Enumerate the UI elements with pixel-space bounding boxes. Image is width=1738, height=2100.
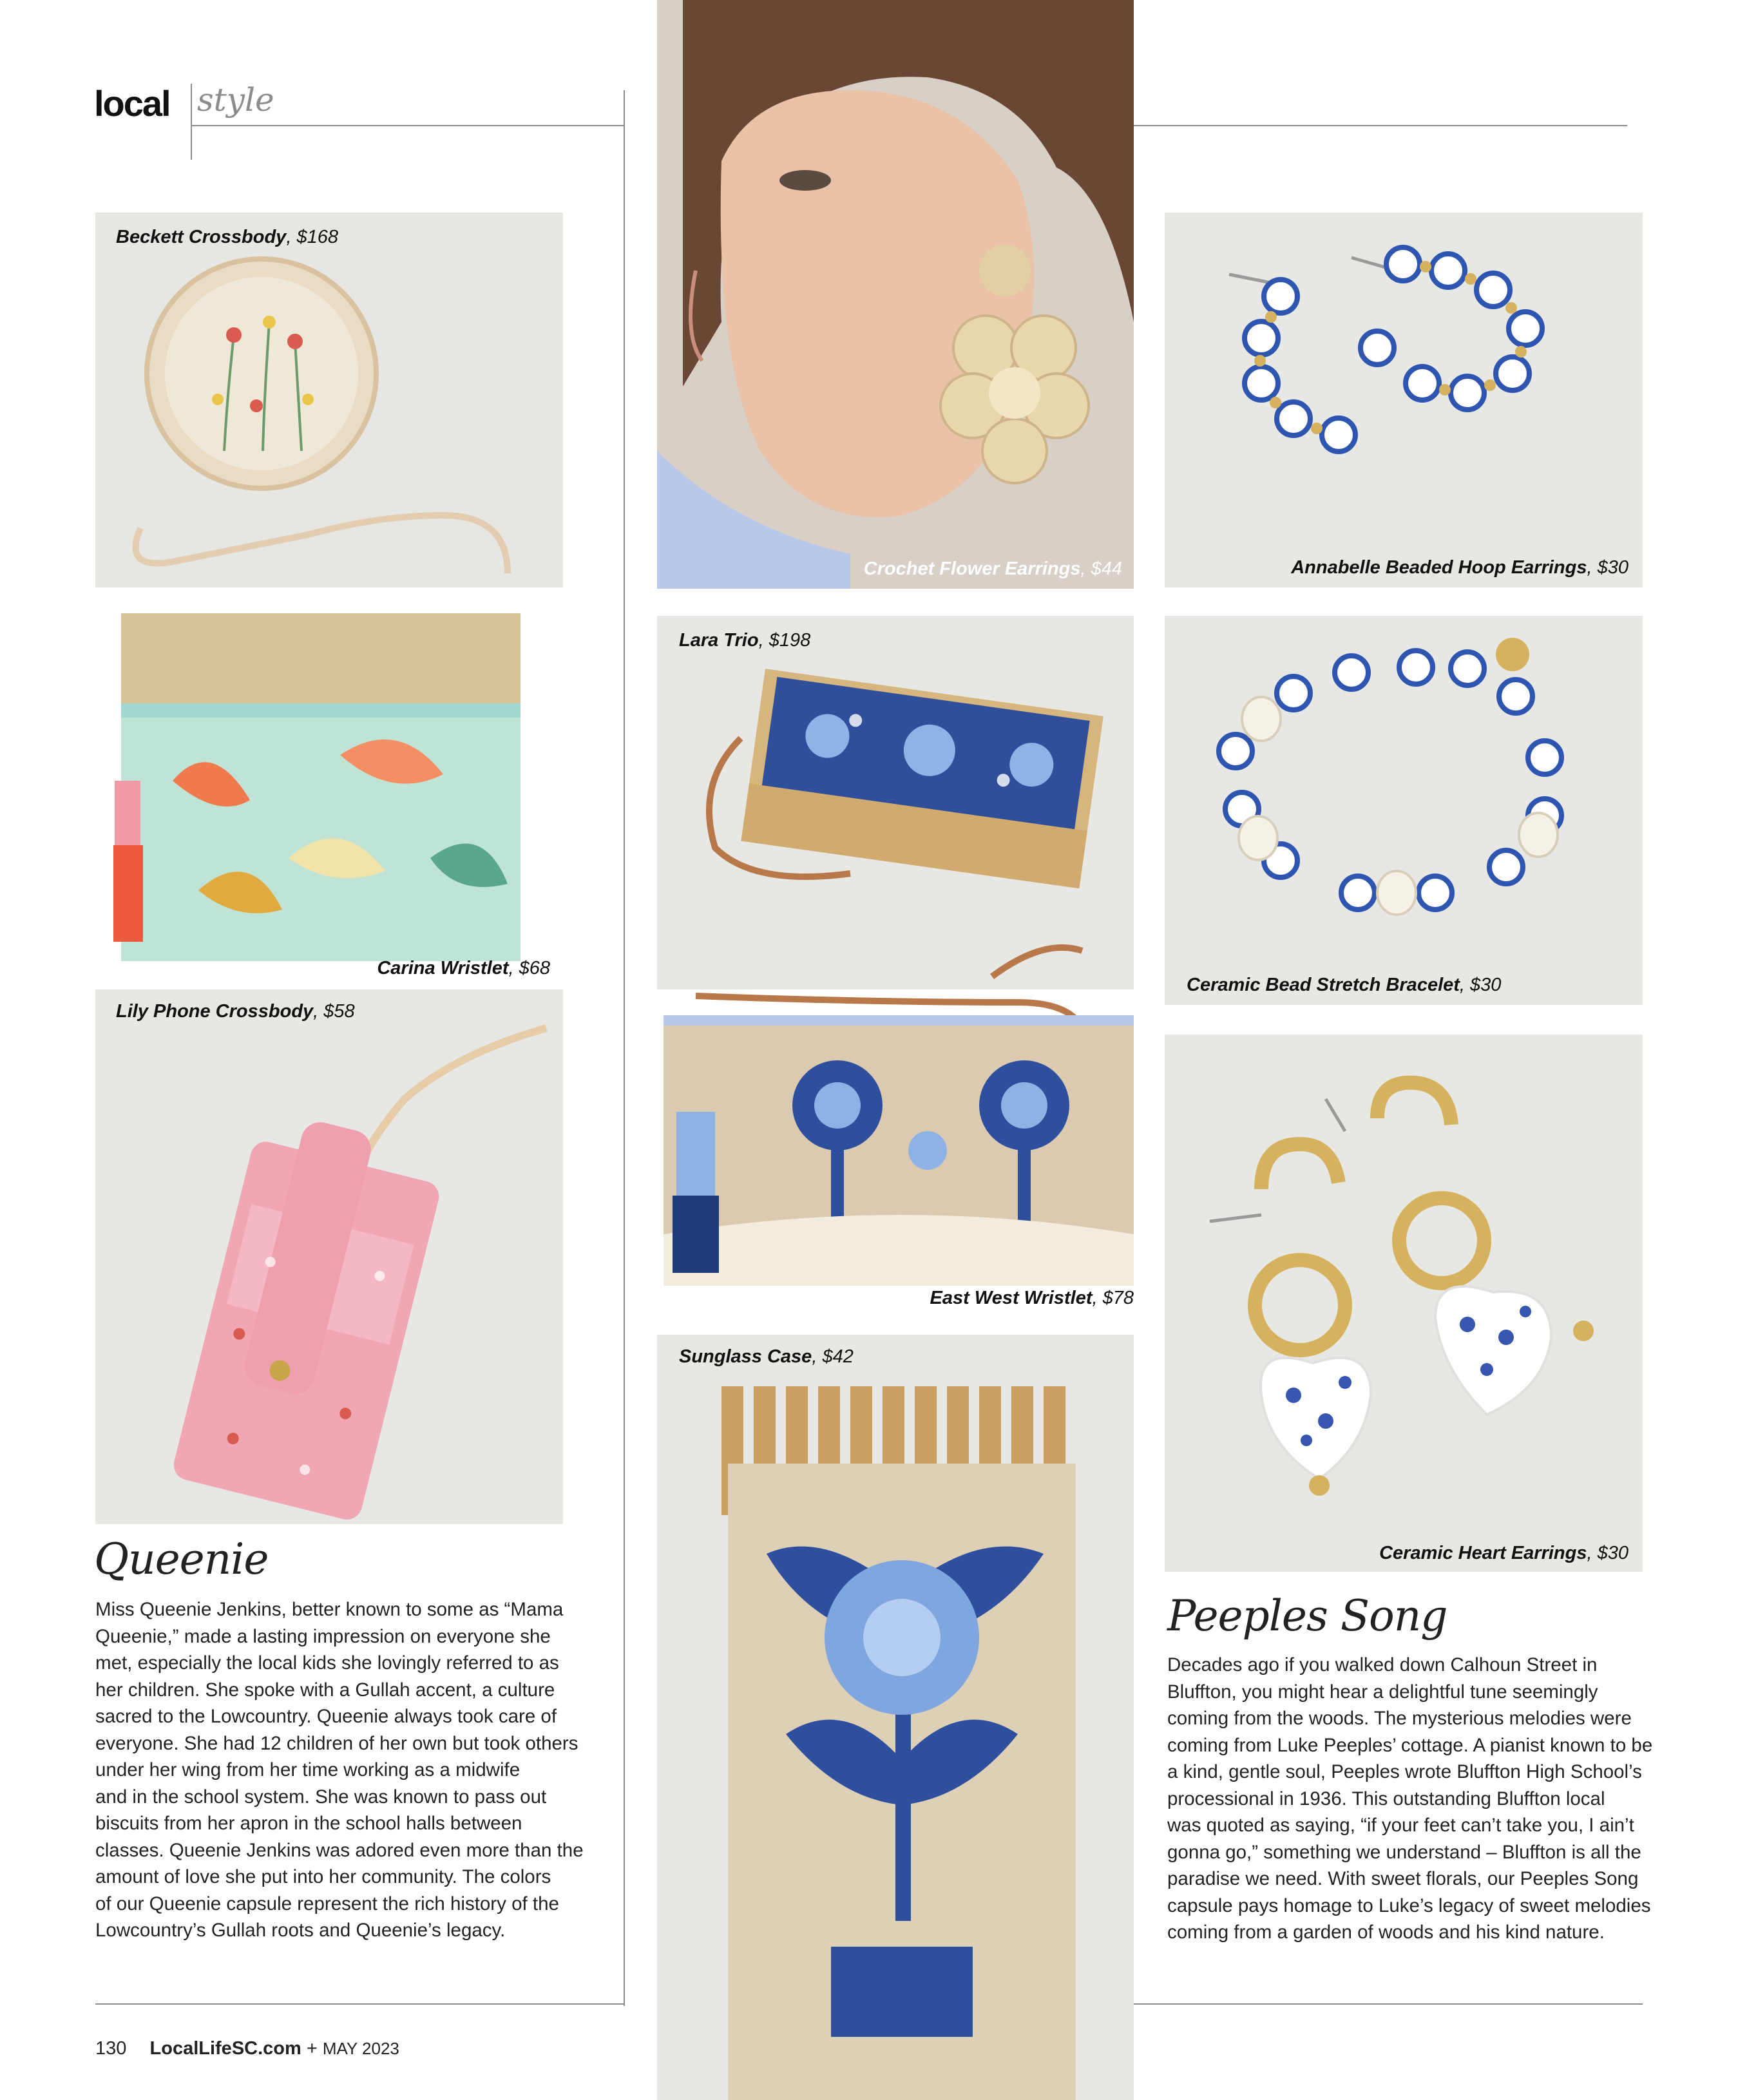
photo-annabelle-hoops <box>1165 213 1643 587</box>
footer-folio <box>95 2038 399 2059</box>
column-divider <box>624 90 625 2006</box>
caption-lily-price: $58 <box>323 1001 355 1022</box>
peeples-line: paradise we need. With sweet florals, our Peeples Song <box>1167 1868 1639 1889</box>
peeples-line: gonna go,” something we understand – Bluffton is all the <box>1167 1841 1641 1863</box>
caption-eastwest: East West Wristlet, $78 <box>930 1288 1134 1308</box>
footer-rule-left <box>95 2003 624 2005</box>
caption-eastwest-name: East West Wristlet <box>930 1288 1093 1308</box>
photo-lily-crossbody <box>95 989 563 1524</box>
page-number: 130 <box>95 2038 127 2059</box>
queenie-line: under her wing from her time working as a midwife <box>95 1759 520 1780</box>
queenie-line: Miss Queenie Jenkins, better known to some as “Mama <box>95 1599 564 1620</box>
footer-site[interactable]: LocalLifeSC.com <box>149 2038 301 2059</box>
caption-crochet-price: $44 <box>1091 558 1122 579</box>
caption-eastwest-price: $78 <box>1102 1288 1134 1308</box>
photo-carina-wristlet <box>95 587 563 987</box>
peeples-line: capsule pays homage to Luke’s legacy of sweet melodies <box>1167 1895 1651 1916</box>
queenie-line: amount of love she put into her community. The colors <box>95 1866 551 1887</box>
photo-beckett-crossbody <box>95 213 563 587</box>
lily-illustration <box>95 989 563 1524</box>
beckett-illustration <box>95 213 563 587</box>
caption-sunglass-name: Sunglass Case <box>679 1346 812 1367</box>
peeples-line: coming from Luke Peeples’ cottage. A pianist known to be <box>1167 1734 1653 1756</box>
queenie-line: everyone. She had 12 children of her own but took others <box>95 1732 578 1754</box>
queenie-line: met, especially the local kids she lovingly referred to as <box>95 1652 559 1674</box>
queenie-line: classes. Queenie Jenkins was adored even more than the <box>95 1839 584 1861</box>
peeples-line: processional in 1936. This outstanding Bluffton local <box>1167 1788 1605 1809</box>
peeples-line: coming from the woods. The mysterious melodies were <box>1167 1708 1632 1729</box>
caption-annabelle-price: $30 <box>1597 557 1628 578</box>
caption-heart-price: $30 <box>1597 1543 1628 1563</box>
caption-lara-price: $198 <box>769 630 811 651</box>
heading-queenie: Queenie <box>94 1534 269 1584</box>
photo-ceramic-hearts <box>1165 1035 1643 1572</box>
annabelle-illustration <box>1165 213 1643 587</box>
queenie-line: biscuits from her apron in the school halls between <box>95 1813 522 1834</box>
caption-heart: Ceramic Heart Earrings, $30 <box>1379 1543 1628 1563</box>
footer-rule-right <box>1134 2003 1643 2005</box>
footer-separator: + <box>306 2038 318 2059</box>
caption-annabelle-name: Annabelle Beaded Hoop Earrings <box>1291 557 1587 578</box>
queenie-line: and in the school system. She was known to pass out <box>95 1786 547 1808</box>
caption-lara-name: Lara Trio <box>679 630 759 651</box>
peeples-line: Decades ago if you walked down Calhoun Street in <box>1167 1654 1598 1675</box>
caption-lily-name: Lily Phone Crossbody <box>116 1001 314 1022</box>
peeples-line: Bluffton, you might hear a delightful tune seemingly <box>1167 1681 1598 1703</box>
header-rule-right <box>1129 125 1627 126</box>
caption-bracelet: Ceramic Bead Stretch Bracelet, $30 <box>1187 975 1502 995</box>
eastwest-illustration <box>657 989 1134 1318</box>
caption-heart-name: Ceramic Heart Earrings <box>1379 1543 1587 1563</box>
caption-carina: Carina Wristlet, $68 <box>377 958 550 978</box>
caption-bracelet-price: $30 <box>1470 975 1502 995</box>
queenie-line: Queenie,” made a lasting impression on everyone she <box>95 1625 551 1647</box>
peeples-line: coming from a garden of woods and his kind nature. <box>1167 1922 1605 1943</box>
caption-annabelle: Annabelle Beaded Hoop Earrings, $30 <box>1291 557 1628 578</box>
logo-style: style <box>197 81 274 119</box>
queenie-line: sacred to the Lowcountry. Queenie always took care of <box>95 1706 557 1727</box>
caption-bracelet-name: Ceramic Bead Stretch Bracelet <box>1187 975 1460 995</box>
caption-carina-price: $68 <box>519 958 550 978</box>
caption-crochet-name: Crochet Flower Earrings <box>863 558 1081 579</box>
carina-illustration <box>95 587 563 987</box>
caption-carina-name: Carina Wristlet <box>377 958 509 978</box>
caption-lily: Lily Phone Crossbody, $58 <box>116 1001 355 1022</box>
logo-local: local <box>94 83 170 124</box>
caption-sunglass-price: $42 <box>822 1346 854 1367</box>
caption-beckett: Beckett Crossbody, $168 <box>116 227 338 247</box>
body-peeples-song <box>1167 1652 1670 1946</box>
header-rule-left <box>191 125 624 126</box>
logo-style-wrap <box>197 81 274 119</box>
caption-lara: Lara Trio, $198 <box>679 630 811 651</box>
lara-illustration <box>657 616 1134 989</box>
caption-beckett-name: Beckett Crossbody <box>116 227 287 247</box>
queenie-line: Lowcountry’s Gullah roots and Queenie’s legacy. <box>95 1920 506 1941</box>
photo-lara-trio <box>657 616 1134 989</box>
heading-peeples-song: Peeples Song <box>1167 1591 1447 1641</box>
peeples-line: a kind, gentle soul, Peeples wrote Bluffton High School’s <box>1167 1761 1642 1782</box>
sunglass-illustration <box>657 1335 1134 2100</box>
queenie-line: her children. She spoke with a Gullah accent, a culture <box>95 1679 555 1701</box>
photo-sunglass-case <box>657 1335 1134 2100</box>
crochet-illustration <box>657 0 1134 589</box>
caption-sunglass: Sunglass Case, $42 <box>679 1346 854 1367</box>
photo-eastwest-wristlet <box>657 989 1134 1318</box>
caption-crochet: Crochet Flower Earrings, $44 <box>863 558 1122 579</box>
caption-beckett-price: $168 <box>296 227 338 247</box>
logo-divider <box>191 84 192 160</box>
bracelet-illustration <box>1165 616 1643 1005</box>
photo-ceramic-bracelet <box>1165 616 1643 1005</box>
footer-issue: MAY 2023 <box>322 2039 399 2058</box>
body-queenie <box>95 1596 585 1944</box>
hearts-illustration <box>1165 1035 1643 1572</box>
photo-crochet-earrings <box>657 0 1134 589</box>
section-logo <box>94 82 170 128</box>
peeples-line: was quoted as saying, “if your feet can’t take you, I ain’t <box>1167 1815 1634 1836</box>
queenie-line: of our Queenie capsule represent the rich history of the <box>95 1893 559 1914</box>
